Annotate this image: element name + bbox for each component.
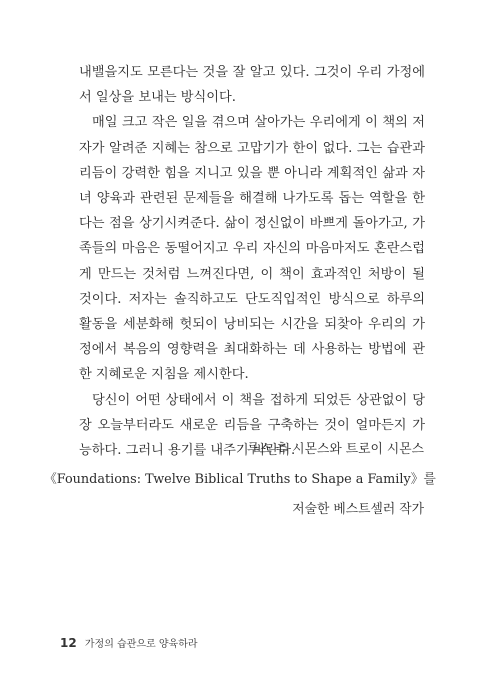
endorsement-book: 《Foundations: Twelve Biblical Truths to Shape a Family》를	[44, 472, 436, 487]
body-text	[79, 60, 425, 463]
endorsement-block	[44, 435, 436, 525]
page-footer	[60, 635, 198, 650]
running-title: 가정의 습관으로 양육하라	[84, 639, 198, 650]
page-number: 12	[60, 636, 77, 650]
paragraph-closing: 당신이 어떤 상태에서 이 책을 접하게 되었든 상관없이 당장 오늘부터라도 새로운 리듬을 구축하는 것이 얼마든지 가능하다. 그러니 용기를 내주기 바란다.	[79, 392, 425, 459]
endorsement-role: 저술한 베스트셀러 작가	[292, 502, 424, 517]
paragraph-main: 매일 크고 작은 일을 겪으며 살아가는 우리에게 이 책의 저자가 알려준 지혜는 참으로 고맙기가 한이 없다. 그는 습관과 리듬이 강력한 힘을 지니고 있을 뿐 아니라 계획적인 삶과 자녀 양육과 관련된 문제들을 해결해 나가도록 돕는 역할을 한다는 점을 상기시켜준다. 삶이 정신없이 바쁘게 돌아가고, 가족들의 마음은 동떨어지고 우리 자신의 마음마저도 혼란스럽게 만드는 것처럼 느껴진다면, 이 책이 효과적인 처방이 될 것이다. 저자는 솔직하고도 단도직입적인 방식으로 하루의 활동을 세분화해 헛되이 낭비되는 시간을 되찾아 우리의 가정에서 복음의 영향력을 최대화하는 데 사용하는 방법에 관한 지혜로운 지침을 제시한다.	[79, 115, 425, 383]
paragraph-continuation: 내밸을지도 모른다는 것을 잘 알고 있다. 그것이 우리 가정에서 일상을 보내는 방식이다.	[79, 65, 425, 106]
endorsement-author: 루스 츄 시몬스와 트로이 시몬스	[247, 442, 424, 457]
